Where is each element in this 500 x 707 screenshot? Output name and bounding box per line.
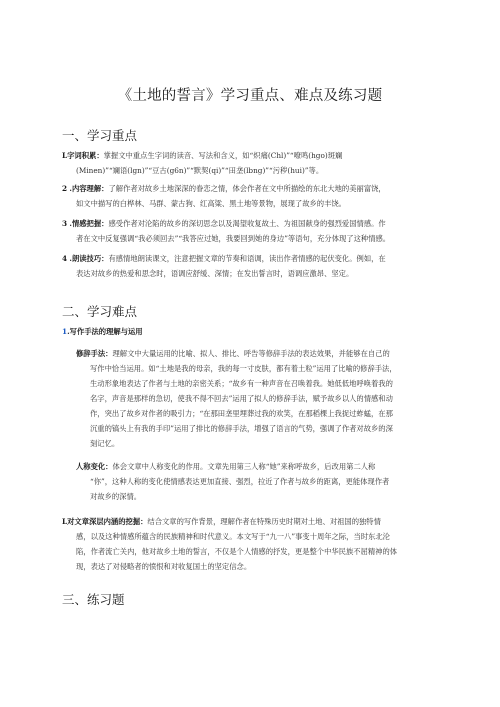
paragraph-vocabulary (62, 148, 342, 178)
label-reading: .朗读技巧： (69, 254, 109, 263)
item-number: 4 (62, 254, 68, 263)
text-line: 有感情地朗读课文，注意把握文章的节奏和语调，读出作者情感的起伏变化。例如，在 (108, 254, 386, 263)
text-line: 陷，作者流亡关内，他对故乡土地的誓言，不仅是个人情感的抒发，更是整个中华民族不屈精神的体 (76, 547, 398, 556)
text-line: 感受作者对沦陷的故乡的深切思念以及渴望收复故土、为祖国献身的强烈爱国情感。作 (108, 219, 386, 228)
page-title: 《土地的誓言》学习重点、难点及练习题 (117, 88, 383, 104)
text-line: 生动形象地表达了作者与土地的亲密关系；“故乡有一种声音在召唤着我。她低低地呼唤着我的 (90, 379, 393, 388)
label-person-change: 人称变化： (76, 462, 113, 471)
label-rhetoric: 修辞手法： (76, 349, 113, 358)
label-vocabulary: L字词积累： (62, 151, 104, 160)
text-line: 现，表达了对侵略者的愤恨和对收复国土的坚定信念。 (76, 562, 252, 571)
paragraph-reading (62, 251, 386, 281)
text-line: 刻记忆。 (90, 439, 120, 448)
text-line: 者在文中反复强调“我必须回去”“我答应过她，我要回到她的身边”等语句，充分体现了这种情感。 (76, 234, 391, 243)
subheading-label: .写作手法的理解与运用 (67, 327, 143, 336)
paragraph-content (62, 181, 386, 211)
text-line: 对故乡的深情。 (90, 492, 142, 501)
text-line: 体会文章中人称变化的作用。文章先用第三人称“她”来称呼故乡，后改用第二人称 (112, 462, 376, 471)
section-heading-difficulty: 二、学习难点 (62, 304, 138, 319)
section-heading-focus: 一、学习重点 (62, 128, 138, 143)
text-line: 沉重的镐头上有我的手印”运用了排比的修辞手法，增强了语言的气势，强调了作者对故乡的深 (90, 424, 393, 433)
text-line: 名字，声音是那样的急切，使我不得不回去”运用了拟人的修辞手法，赋予故乡以人的情感和动 (90, 394, 393, 403)
text-line: 如文中描写的白桦林、马群、蒙古狗、红高粱、黑土地等景物，展现了故乡的丰饶。 (76, 199, 346, 208)
item-number: 3 (62, 219, 68, 228)
text-line: 理解文中大量运用的比喻、拟人、排比、呼告等修辞手法的表达效果，并能够在自己的 (112, 349, 390, 358)
text-line: (Minen)”“斓语(lgn)”“豆古(g6n)”“默契(qi)”“田垄(lbng)”“污秽(hui)”等。 (76, 166, 324, 175)
paragraph-deep-meaning (62, 514, 397, 574)
label-deep-meaning: L对文章深层内涵的挖掘： (62, 517, 148, 526)
text-line: 作，突出了故乡对作者的吸引力；“在那田垄里埋葬过我的欢笑，在那稻棵上我捉过蚱蜢，在那 (90, 409, 393, 418)
subheading-writing-technique (62, 327, 143, 337)
text-line: “你”，这种人称的变化使情感表达更加直接、强烈，拉近了作者与故乡的距离，更能体现作者 (90, 477, 390, 486)
paragraph-person-change (76, 459, 389, 504)
item-number: 2 (62, 184, 68, 193)
section-heading-exercises: 三、练习题 (62, 592, 125, 607)
paragraph-rhetoric (76, 346, 397, 451)
text-line: 掌握文中重点生字词的读音、写法和含义，如“炽痛(Chl)”“嘹鸣(hgo)斑斓 (103, 151, 343, 160)
paragraph-emotion (62, 216, 390, 246)
text-line: 感，以及这种情感所蕴含的民族精神和时代意义。本文写于“九一八”事变十周年之际，当时东北沦 (76, 532, 390, 541)
text-line: 写作中恰当运用。如“土地是我的母亲，我的每一寸皮肤，都有着土粒”运用了比喻的修辞手法， (90, 364, 397, 373)
label-content: .内容理解： (69, 184, 109, 193)
text-line: 了解作者对故乡土地深深的眷恋之情，体会作者在文中所描绘的东北大地的美丽富饶， (108, 184, 386, 193)
label-emotion: .情感把握： (69, 219, 109, 228)
text-line: 表达对故乡的热爱和思念时，语调应舒缓、深情；在发出誓言时，语调应激昂、坚定。 (76, 269, 354, 278)
item-number: 1 (62, 327, 68, 336)
text-line: 结合文章的写作背景，理解作者在特殊历史时期对土地、对祖国的独特情 (147, 517, 381, 526)
